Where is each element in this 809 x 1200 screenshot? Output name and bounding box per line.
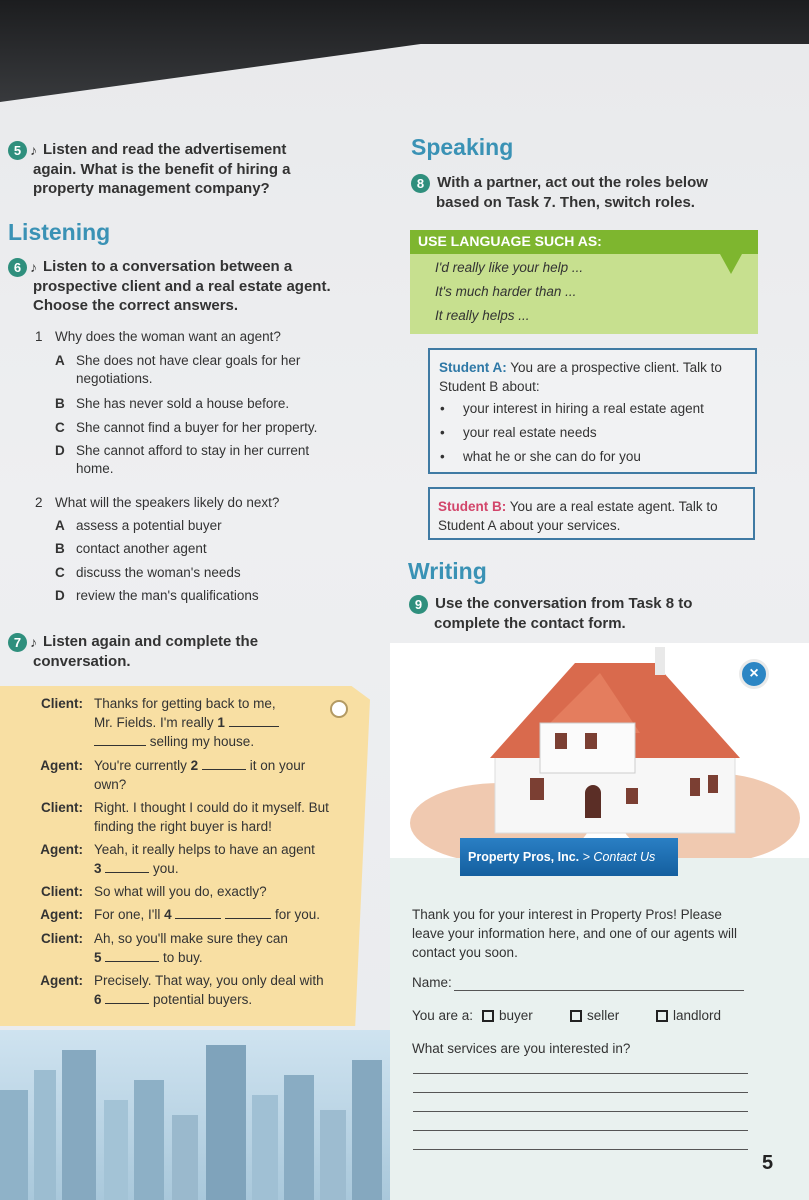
city-skyline-image (0, 1030, 390, 1200)
services-input-line[interactable] (413, 1073, 748, 1074)
headphones-icon: ♪ (30, 141, 37, 158)
page-number: 5 (762, 1152, 774, 1174)
task-5 (8, 140, 378, 198)
task-text: Listen to a conversation between a (43, 258, 293, 275)
q1-option-b: B She has never sold a house before. (55, 396, 290, 411)
useful-language-heading: USE LANGUAGE SUCH AS: (410, 230, 758, 254)
dialogue-line-5: Client: So what will you do, exactly? (41, 884, 267, 899)
task-text: based on Task 7. Then, switch roles. (436, 193, 695, 211)
checkbox-icon[interactable] (656, 1010, 668, 1022)
useful-language-box (410, 230, 758, 334)
student-a-bullet: • what he or she can do for you (440, 449, 641, 464)
breadcrumb: > Contact Us (582, 850, 656, 864)
task-number: 8 (411, 174, 430, 193)
contact-us-banner (460, 838, 678, 876)
dialogue-line-6: Agent: For one, I'll 4 for you. (40, 907, 320, 922)
headphones-icon: ♪ (30, 258, 37, 275)
task-6 (8, 257, 388, 315)
student-a-text: Student B about: (439, 379, 540, 394)
speaking-heading: Speaking (411, 134, 514, 160)
student-a-text: Student A: You are a prospective client. Talk to (439, 360, 722, 375)
task-text: Listen and read the advertisement (43, 141, 287, 158)
name-label: Name: (412, 975, 452, 990)
writing-heading: Writing (408, 558, 487, 584)
dialogue-line-7: Client: Ah, so you'll make sure they can 5 to buy. (41, 931, 288, 965)
question-1: 1 Why does the woman want an agent? (35, 329, 281, 344)
services-question: What services are you interested in? (412, 1041, 631, 1056)
close-icon[interactable]: × (739, 659, 769, 689)
brand-name: Property Pros, Inc. (468, 850, 580, 864)
task-8 (411, 173, 771, 212)
services-input-line[interactable] (413, 1111, 748, 1112)
dialogue-line-1: Client: Thanks for getting back to me, Mr. Fields. I'm really 1 selling my house. (0, 694, 370, 754)
student-a-bullet: • your interest in hiring a real estate agent (440, 401, 704, 416)
task-text: Choose the correct answers. (33, 296, 239, 314)
checkbox-icon[interactable] (482, 1010, 494, 1022)
you-are-row: You are a: buyer seller landlord (412, 1008, 722, 1023)
student-a-bullet: • your real estate needs (440, 425, 597, 440)
q2-option-d: D review the man's qualifications (55, 588, 259, 603)
task-text: With a partner, act out the roles below (437, 174, 708, 191)
task-text: conversation. (33, 652, 131, 670)
student-b-text: Student B: You are a real estate agent. Talk to (438, 499, 718, 514)
q2-option-b: B contact another agent (55, 541, 207, 556)
q1-option-d: D She cannot afford to stay in her current home. (55, 443, 310, 476)
services-input-line[interactable] (413, 1130, 748, 1131)
question-2: 2 What will the speakers likely do next? (35, 495, 280, 510)
headphones-icon: ♪ (30, 633, 37, 650)
task-9 (409, 594, 789, 633)
landlord-checkbox[interactable]: landlord (656, 1008, 721, 1023)
q2-option-a: A assess a potential buyer (55, 518, 222, 533)
form-intro: Thank you for your interest in Property Pros! Please leave your information here, and one of our agents will contact you soon. (412, 907, 737, 960)
name-input[interactable] (454, 990, 744, 991)
student-b-text: Student A about your services. (438, 518, 621, 533)
phrase: I'd really like your help ... (435, 260, 584, 275)
q1-option-c: C She cannot find a buyer for her property. (55, 420, 318, 435)
speech-pointer-icon (720, 254, 742, 274)
services-input-line[interactable] (413, 1092, 748, 1093)
task-text: Use the conversation from Task 8 to (435, 595, 693, 612)
task-number: 7 (8, 633, 27, 652)
services-input-line[interactable] (413, 1149, 748, 1150)
buyer-checkbox[interactable]: buyer (482, 1008, 533, 1023)
dialogue-line-3: Client: Right. I thought I could do it myself. But finding the right buyer is hard! (41, 800, 329, 834)
q2-option-c: C discuss the woman's needs (55, 565, 241, 580)
task-text: Listen again and complete the (43, 633, 259, 650)
task-text: complete the contact form. (434, 614, 626, 632)
q1-option-a: A She does not have clear goals for her negotiations. (55, 353, 301, 386)
listening-heading: Listening (8, 219, 111, 245)
dialogue-line-2: Agent: You're currently 2 it on your own? (40, 758, 306, 792)
seller-checkbox[interactable]: seller (570, 1008, 619, 1023)
phrase: It's much harder than ... (435, 284, 577, 299)
phrase: It really helps ... (435, 308, 530, 323)
dialogue-line-8: Agent: Precisely. That way, you only deal with 6 potential buyers. (40, 973, 324, 1007)
task-text: again. What is the benefit of hiring a (33, 160, 291, 178)
task-text: property management company? (33, 179, 270, 197)
task-7 (8, 632, 378, 671)
checkbox-icon[interactable] (570, 1010, 582, 1022)
task-text: prospective client and a real estate agent. (33, 277, 331, 295)
task-number: 9 (409, 595, 428, 614)
dialogue-line-4: Agent: Yeah, it really helps to have an agent 3 you. (40, 842, 315, 876)
task-number: 5 (8, 141, 27, 160)
task-number: 6 (8, 258, 27, 277)
